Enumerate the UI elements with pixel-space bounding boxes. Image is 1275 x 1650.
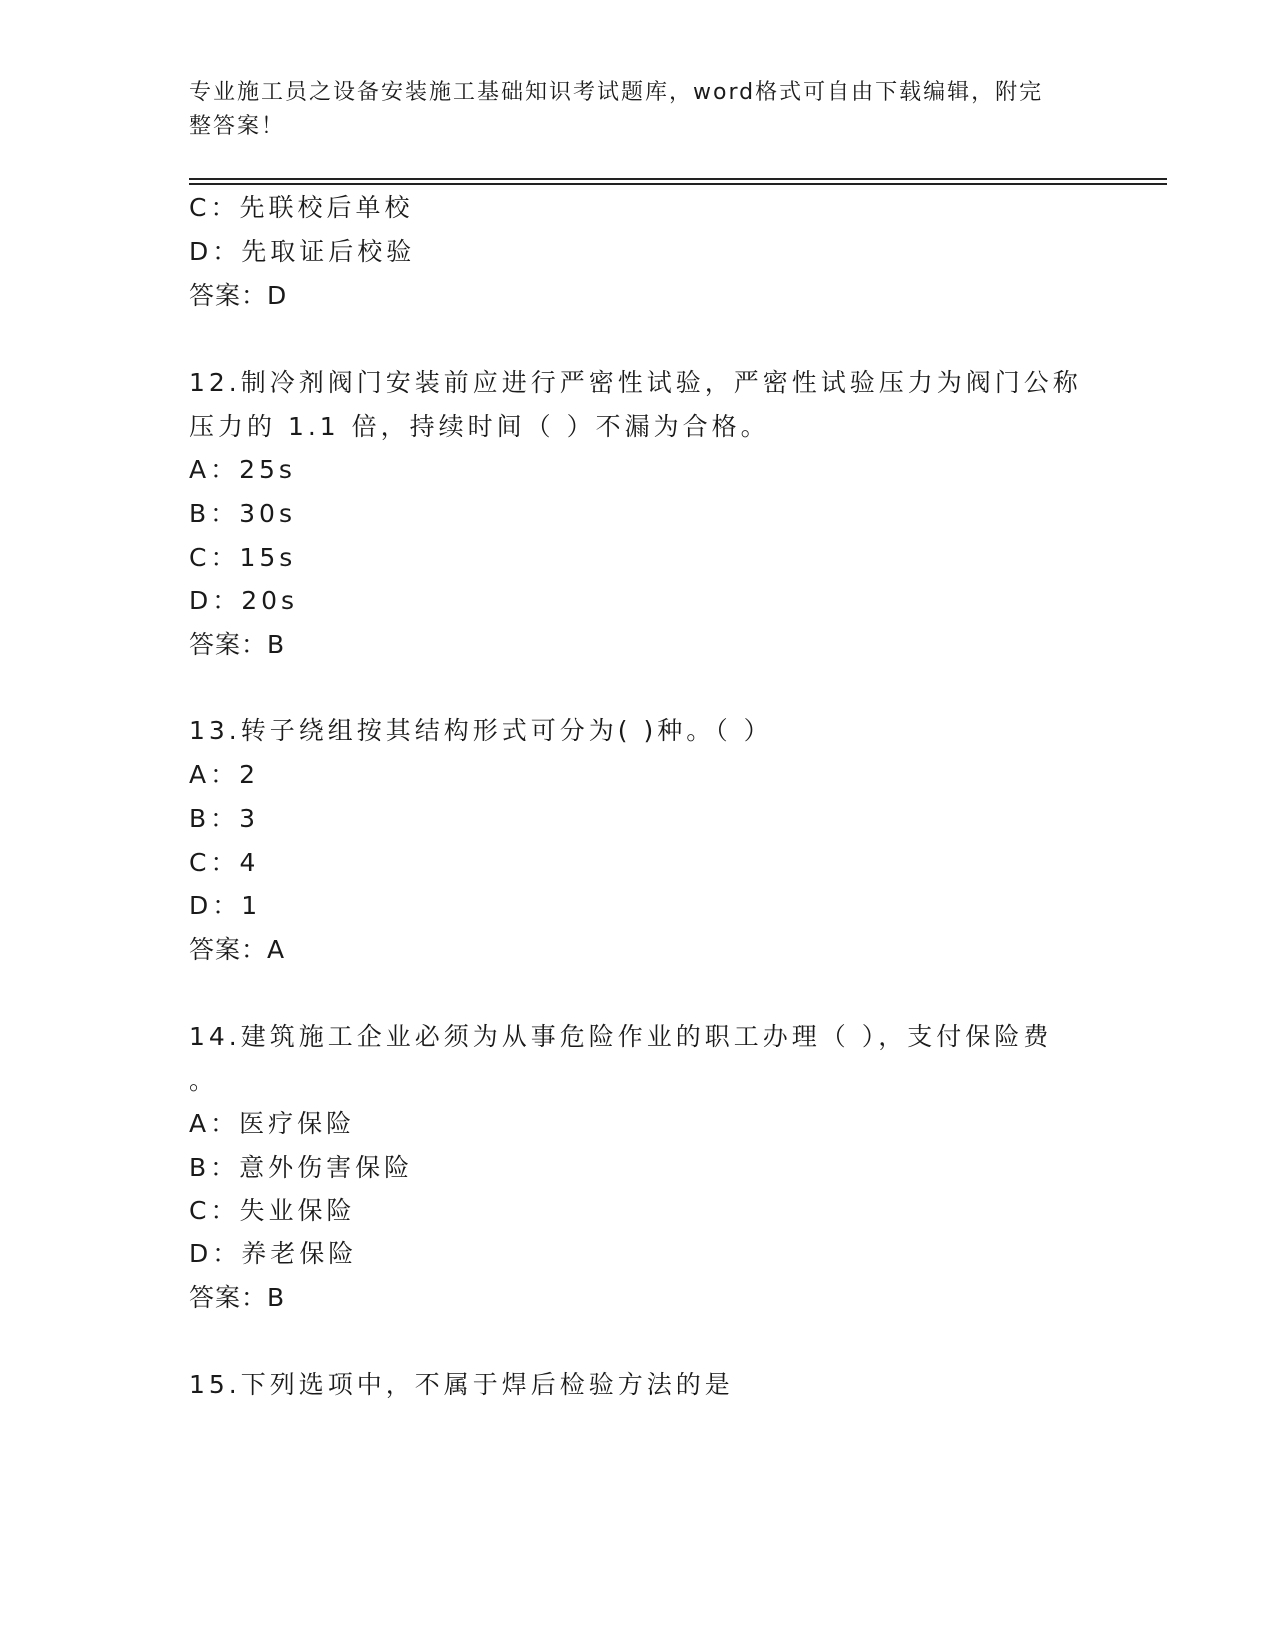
question-12-line-1: 12.制冷剂阀门安装前应进行严密性试验，严密性试验压力为阀门公称 (189, 368, 1082, 397)
question-14-option-a: A：医疗保险 (189, 1109, 356, 1138)
header-divider-top (189, 178, 1167, 180)
question-14-option-d: D：养老保险 (189, 1239, 358, 1268)
question-15-line-1: 15.下列选项中，不属于焊后检验方法的是 (189, 1370, 734, 1399)
question-13-option-d: D：1 (189, 891, 262, 920)
question-12-option-d: D：20s (189, 586, 299, 615)
document-header (189, 76, 1069, 144)
option-d: D：先取证后校验 (189, 237, 416, 266)
question-14-option-c: C：失业保险 (189, 1196, 356, 1225)
option-c: C：先联校后单校 (189, 193, 414, 222)
header-line-1: 专业施工员之设备安装施工基础知识考试题库，word格式可自由下载编辑，附完 (189, 80, 1044, 105)
question-14-line-2: 。 (189, 1066, 219, 1095)
question-12-option-a: A：25s (189, 455, 296, 484)
question-12-line-2: 压力的 1.1 倍，持续时间（ ）不漏为合格。 (189, 412, 770, 441)
question-13-option-a: A：2 (189, 760, 260, 789)
question-13-option-c: C：4 (189, 848, 260, 877)
question-14-line-1: 14.建筑施工企业必须为从事危险作业的职工办理（ ），支付保险费 (189, 1022, 1053, 1051)
header-line-2: 整答案！ (189, 114, 286, 139)
question-13-line-1: 13.转子绕组按其结构形式可分为( )种。（ ） (189, 716, 773, 745)
header-divider-bottom (189, 183, 1167, 185)
question-14-option-b: B：意外伤害保险 (189, 1153, 414, 1182)
question-12-option-b: B：30s (189, 499, 296, 528)
question-13-option-b: B：3 (189, 804, 260, 833)
question-14-answer: 答案：B (189, 1283, 286, 1312)
question-12-answer: 答案：B (189, 630, 286, 659)
answer-line: 答案：D (189, 281, 288, 310)
question-13-answer: 答案：A (189, 935, 286, 964)
question-12-option-c: C：15s (189, 543, 297, 572)
